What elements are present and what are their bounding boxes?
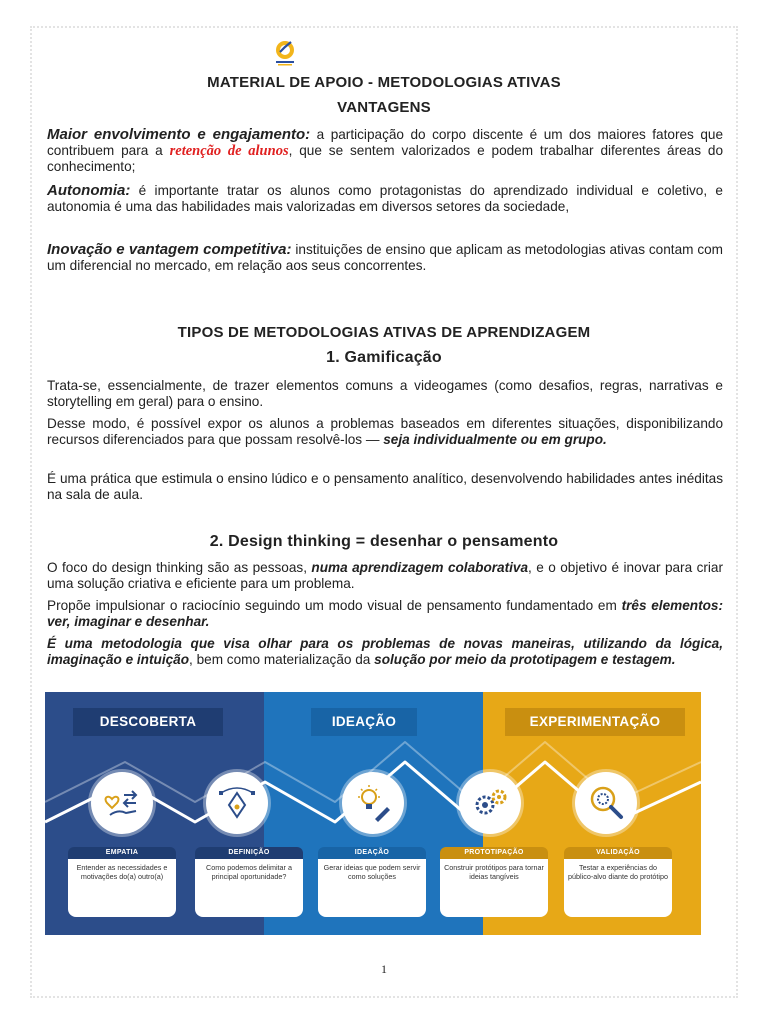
advantage-text: é importante tratar os alunos como protagonistas do aprendizado individual e coletivo, e autonomia é uma das habilidades mais valorizadas em diversos setores da sociedade, [47, 183, 723, 214]
paragraph-emphasis: seja individualmente ou em grupo. [383, 432, 607, 447]
gears-icon [470, 783, 510, 823]
advantage-term: Inovação e vantagem competitiva: [47, 241, 292, 258]
advantage-text: a participação do corpo discente é um dos maiores fatores que contribuem para a [47, 127, 724, 158]
paragraph-text: Propõe impulsionar o raciocínio seguindo um modo visual de pensamento fundamentado em [47, 598, 622, 613]
lightbulb-pencil-icon [353, 783, 393, 823]
design-thinking-infographic [45, 692, 701, 935]
validacao-circle [575, 772, 637, 834]
ideacao-circle [342, 772, 404, 834]
institution-logo [270, 38, 300, 68]
phase-experimentacao-label: EXPERIMENTAÇÃO [505, 708, 685, 736]
paragraph-emphasis: solução por meio da prototipagem e testagem. [374, 652, 676, 667]
paragraph-text: , e o objetivo é inovar para criar uma solução criativa e eficiente para um problema. [47, 560, 724, 591]
magnifier-gear-icon [586, 783, 626, 823]
advantage-autonomia [47, 183, 723, 215]
step-description: Testar a experiências do público-alvo diante do protótipo [568, 863, 668, 881]
page-number: 1 [381, 962, 387, 976]
section2-paragraph-3 [47, 636, 723, 668]
highlight-retencao: retenção de alunos [169, 143, 289, 159]
paragraph-emphasis: três elementos: ver, imaginar e desenhar. [47, 598, 724, 629]
types-heading: TIPOS DE METODOLOGIAS ATIVAS DE APRENDIZAGEM [177, 324, 591, 341]
paragraph-emphasis: numa aprendizagem colaborativa [311, 560, 529, 575]
advantage-text: instituições de ensino que aplicam as metodologias ativas contam com um diferencial no mercado, em relação aos seus concorrentes. [47, 242, 724, 273]
advantage-inovacao [47, 242, 723, 274]
paragraph-text: Desse modo, é possível expor os alunos a problemas baseados em diferentes situações, disponibilizando recursos diferenciados para que possam resolvê-los — [47, 416, 723, 447]
step-description: Gerar ideias que podem servir como soluções [323, 863, 421, 881]
section2-heading: 2. Design thinking = desenhar o pensamento [209, 533, 559, 550]
step-tab: VALIDAÇÃO [564, 847, 672, 859]
paragraph-text: O foco do design thinking são as pessoas, [47, 560, 312, 575]
advantage-term: Autonomia: [47, 182, 131, 199]
step-card-ideacao [318, 847, 426, 917]
section2-paragraph-2 [47, 598, 723, 630]
section2-paragraph-1 [47, 560, 723, 592]
step-description: Como podemos delimitar a principal oportunidade? [206, 863, 292, 881]
empatia-circle [91, 772, 153, 834]
step-description: Construir protótipos para tornar ideias tangíveis [444, 863, 544, 881]
section1-paragraph-2 [47, 416, 723, 448]
section1-paragraph-1: Trata-se, essencialmente, de trazer elementos comuns a videogames (como desafios, regras, narrativas e storytelling em geral) para o ensino. [47, 378, 723, 409]
prototipacao-circle [459, 772, 521, 834]
step-tab: PROTOTIPAÇÃO [440, 847, 548, 859]
pen-tool-icon [217, 783, 257, 823]
section1-paragraph-3: É uma prática que estimula o ensino lúdico e o pensamento analítico, desenvolvendo habilidades antes inéditas na sala de aula. [47, 471, 723, 502]
paragraph-text: , bem como materialização da [189, 652, 375, 667]
advantage-text: , que se sentem valorizados e podem trabalhar diferentes áreas do conhecimento; [47, 143, 724, 174]
step-tab: IDEAÇÃO [318, 847, 426, 859]
step-tab: DEFINIÇÃO [195, 847, 303, 859]
definicao-circle [206, 772, 268, 834]
advantage-term: Maior envolvimento e engajamento: [47, 126, 311, 143]
step-card-definicao [195, 847, 303, 917]
document-title: MATERIAL DE APOIO - METODOLOGIAS ATIVAS [207, 74, 561, 91]
phase-ideacao-label: IDEAÇÃO [311, 708, 417, 736]
advantage-engajamento [47, 127, 723, 175]
heart-exchange-icon [102, 783, 142, 823]
phase-descoberta-label: DESCOBERTA [73, 708, 223, 736]
step-tab: EMPATIA [68, 847, 176, 859]
step-card-validacao [564, 847, 672, 917]
step-card-empatia [68, 847, 176, 917]
step-description: Entender as necessidades e motivações do(a) outro(a) [76, 863, 168, 881]
section1-heading: 1. Gamificação [326, 349, 442, 366]
document-subtitle: VANTAGENS [337, 99, 431, 116]
step-card-prototipacao [440, 847, 548, 917]
paragraph-emphasis: É uma metodologia que visa olhar para os problemas de novas maneiras, utilizando da lógica, imaginação e intuição [47, 636, 723, 667]
